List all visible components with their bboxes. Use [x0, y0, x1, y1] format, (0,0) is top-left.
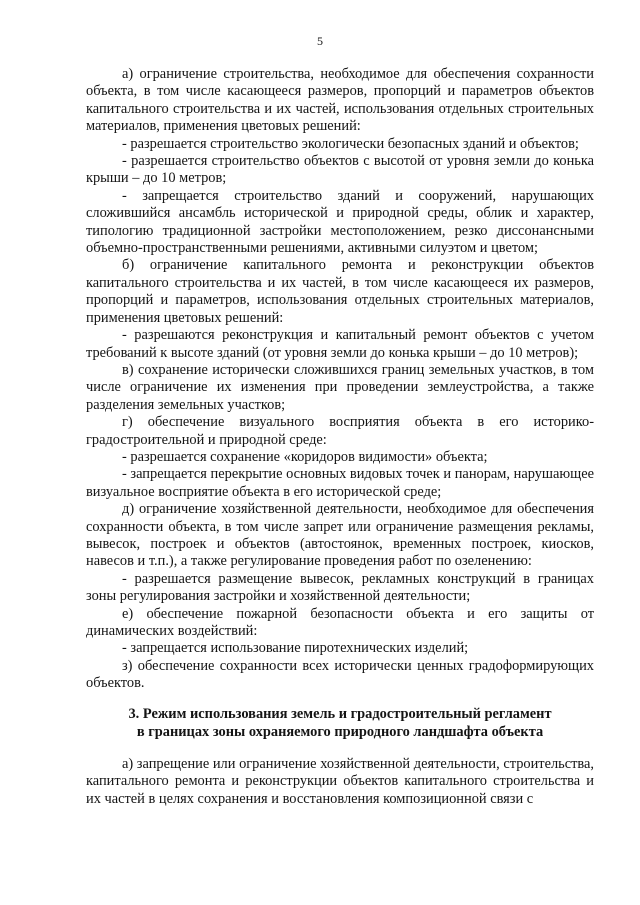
section-heading — [86, 706, 594, 741]
paragraph-d: д) ограничение хозяйственной деятельности, необходимое для обеспечения сохранности объекта, в том числе запрет или ограничение размещения рекламы, вывесок, построек и объектов (автостоянок, временных построек, киосков, навесов и т.п.), а также регулирование проведения работ по озеленению: — [86, 501, 594, 570]
paragraph-v: в) сохранение исторически сложившихся границ земельных участков, в том числе ограничение их изменения при проведении землеустройства, а также разделения земельных участков; — [86, 361, 594, 413]
paragraph-a-item-3: - запрещается строительство зданий и сооружений, нарушающих сложившийся ансамбль исторической и природной среды, облик и характер, типологию традиционной застройки местоположением, резко диссонансными объемно-пространственными решениями, активными силуэтом и цветом; — [86, 187, 594, 257]
paragraph-a-item-2: - разрешается строительство объектов с высотой от уровня земли до конька крыши – до 10 метров; — [86, 153, 594, 187]
paragraph-a: а) ограничение строительства, необходимое для обеспечения сохранности объекта, в том числе касающееся размеров, пропорций и параметров объектов капитального строительства и их частей, использования отдельных строительных материалов, применения цветовых решений: — [86, 66, 594, 135]
paragraph-b-item-1: - разрешаются реконструкция и капитальный ремонт объектов с учетом требований к высоте зданий (от уровня земли до конька крыши – до 10 метров); — [86, 327, 594, 361]
document-body — [86, 66, 594, 693]
section-heading-line-2: в границах зоны охраняемого природного ландшафта объекта — [136, 723, 544, 740]
paragraph-e: е) обеспечение пожарной безопасности объекта и его защиты от динамических воздействий: — [86, 605, 594, 639]
section-3-body — [86, 756, 594, 808]
paragraph-g-item-2: - запрещается перекрытие основных видовых точек и панорам, нарушающее визуальное восприятие объекта в его исторической среде; — [86, 466, 594, 500]
paragraph-d-item-1: - разрешается размещение вывесок, рекламных конструкций в границах зоны регулирования застройки и хозяйственной деятельности; — [86, 570, 594, 605]
paragraph-b: б) ограничение капитального ремонта и реконструкции объектов капитального строительства и их частей, в том числе касающееся их размеров, пропорций и параметров, использования отдельных строительных материалов, применения цветовых решений: — [86, 257, 594, 326]
paragraph-a-item-1: - разрешается строительство экологически безопасных зданий и объектов; — [122, 135, 579, 152]
page-number: 5 — [317, 34, 323, 48]
paragraph-z: з) обеспечение сохранности всех исторически ценных градоформирующих объектов. — [86, 657, 594, 692]
section-3-paragraph-a: а) запрещение или ограничение хозяйственной деятельности, строительства, капитального ремонта и реконструкции объектов капитального строительства и их частей в целях сохранения и восстановления композиционной связи с — [86, 756, 594, 807]
paragraph-e-item-1: - запрещается использование пиротехнических изделий; — [122, 640, 469, 657]
section-heading-line-1: 3. Режим использования земель и градостроительный регламент — [128, 706, 552, 722]
paragraph-g: г) обеспечение визуального восприятия объекта в его историко-градостроительной и природной среде: — [86, 414, 594, 448]
paragraph-g-item-1: - разрешается сохранение «коридоров видимости» объекта; — [122, 448, 488, 465]
